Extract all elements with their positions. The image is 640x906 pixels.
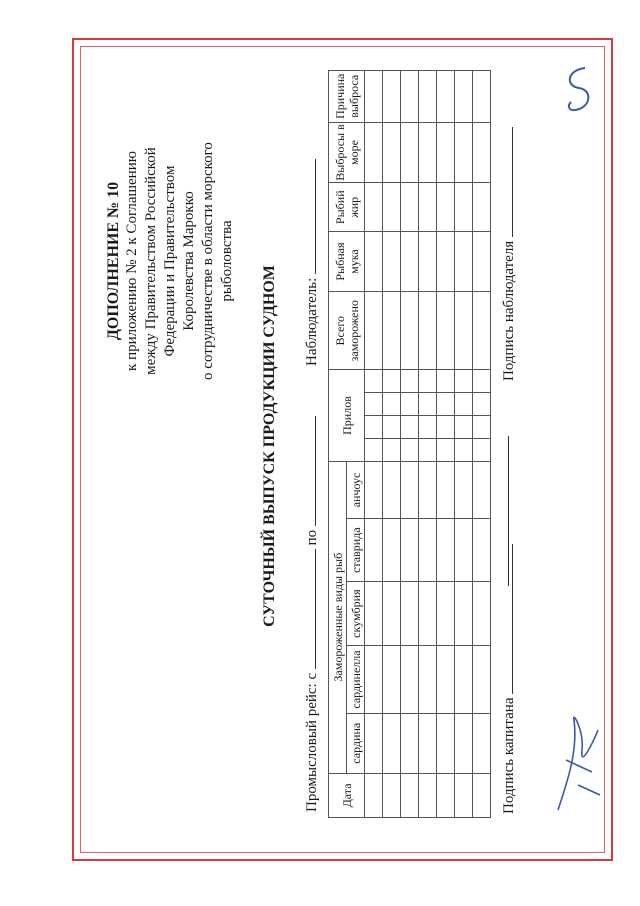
table-cell[interactable] — [365, 416, 383, 439]
table-cell[interactable] — [455, 71, 473, 123]
table-cell[interactable] — [401, 292, 419, 370]
trip-to-field[interactable] — [301, 416, 316, 526]
table-cell[interactable] — [419, 646, 437, 713]
col-discards: Выбросы в море — [329, 122, 365, 183]
annex-line: о сотрудничестве в области морского — [200, 142, 216, 380]
table-cell[interactable] — [437, 232, 455, 292]
col-total: Всего заморожено — [329, 292, 365, 370]
table-cell[interactable] — [419, 773, 437, 817]
table-cell[interactable] — [473, 438, 491, 461]
table-row — [473, 71, 491, 818]
table-cell[interactable] — [365, 713, 383, 773]
table-cell[interactable] — [455, 292, 473, 370]
table-cell[interactable] — [383, 438, 401, 461]
observer-signature-field[interactable] — [498, 127, 513, 237]
table-cell[interactable] — [383, 713, 401, 773]
col-mackerel: скумбрия — [347, 581, 365, 646]
annex-header — [104, 56, 237, 466]
col-fishoil: Рыбий жир — [329, 183, 365, 232]
table-cell[interactable] — [473, 519, 491, 581]
table-cell[interactable] — [473, 370, 491, 393]
table-cell[interactable] — [383, 370, 401, 393]
table-cell[interactable] — [383, 773, 401, 817]
table-cell[interactable] — [365, 438, 383, 461]
table-cell[interactable] — [473, 646, 491, 713]
table-cell[interactable] — [455, 461, 473, 519]
signature-line — [508, 436, 509, 586]
table-cell[interactable] — [383, 71, 401, 123]
table-cell[interactable] — [365, 292, 383, 370]
table-cell[interactable] — [401, 393, 419, 416]
table-cell[interactable] — [365, 71, 383, 123]
table-cell[interactable] — [383, 292, 401, 370]
table-cell[interactable] — [473, 713, 491, 773]
table-cell[interactable] — [437, 393, 455, 416]
table-cell[interactable] — [455, 416, 473, 439]
table-row — [365, 71, 383, 818]
col-reason: Причина выброса — [329, 71, 365, 123]
handwritten-initial-mark — [555, 60, 600, 130]
table-cell[interactable] — [401, 438, 419, 461]
table-cell[interactable] — [401, 461, 419, 519]
table-cell[interactable] — [419, 416, 437, 439]
table-cell[interactable] — [437, 713, 455, 773]
observer-field[interactable] — [301, 159, 316, 274]
table-cell[interactable] — [365, 519, 383, 581]
captain-signature-label: Подпись капитана — [501, 697, 517, 814]
table-cell[interactable] — [473, 773, 491, 817]
table-cell[interactable] — [473, 292, 491, 370]
table-cell[interactable] — [455, 183, 473, 232]
col-bycatch: Прилов — [329, 370, 365, 461]
table-cell[interactable] — [419, 713, 437, 773]
col-group-frozen: Замороженные виды рыб — [329, 461, 347, 773]
table-cell[interactable] — [383, 183, 401, 232]
table-cell[interactable] — [383, 393, 401, 416]
form-title: СУТОЧНЫЙ ВЫПУСК ПРОДУКЦИИ СУДНОМ — [261, 265, 278, 627]
annex-line: рыболовства — [219, 220, 235, 302]
table-row — [383, 71, 401, 818]
table-cell[interactable] — [437, 71, 455, 123]
table-cell[interactable] — [401, 232, 419, 292]
table-cell[interactable] — [473, 71, 491, 123]
table-cell[interactable] — [383, 461, 401, 519]
table-cell[interactable] — [437, 581, 455, 646]
table-cell[interactable] — [419, 370, 437, 393]
table-cell[interactable] — [419, 581, 437, 646]
table-cell[interactable] — [365, 122, 383, 183]
trip-from-field[interactable] — [301, 549, 316, 669]
table-cell[interactable] — [473, 232, 491, 292]
table-cell[interactable] — [473, 461, 491, 519]
production-table — [328, 70, 491, 818]
annex-title: ДОПОЛНЕНИЕ № 10 — [105, 181, 122, 341]
table-cell[interactable] — [419, 519, 437, 581]
table-cell[interactable] — [401, 71, 419, 123]
table-cell[interactable] — [437, 461, 455, 519]
table-cell[interactable] — [419, 292, 437, 370]
table-cell[interactable] — [365, 581, 383, 646]
trip-from-label: с — [304, 672, 320, 680]
table-cell[interactable] — [473, 416, 491, 439]
table-cell[interactable] — [473, 581, 491, 646]
table-cell[interactable] — [437, 438, 455, 461]
col-horse-mackerel: ставрида — [347, 519, 365, 581]
annex-line: между Правительством Российской — [143, 147, 159, 375]
col-sardinella: сардинелла — [347, 646, 365, 713]
table-cell[interactable] — [419, 393, 437, 416]
observer-signature-row — [498, 127, 518, 381]
table-cell[interactable] — [365, 183, 383, 232]
table-cell[interactable] — [383, 232, 401, 292]
table-cell[interactable] — [401, 370, 419, 393]
table-cell[interactable] — [437, 773, 455, 817]
table-body — [365, 71, 491, 818]
table-cell[interactable] — [383, 646, 401, 713]
table-cell[interactable] — [437, 292, 455, 370]
table-cell[interactable] — [383, 519, 401, 581]
table-cell[interactable] — [401, 519, 419, 581]
col-date: Дата — [329, 773, 365, 817]
trip-label: Промысловый рейс: — [304, 683, 320, 812]
table-cell[interactable] — [473, 393, 491, 416]
trip-row — [301, 416, 321, 812]
table-cell[interactable] — [437, 416, 455, 439]
table-cell[interactable] — [401, 581, 419, 646]
table-cell[interactable] — [455, 581, 473, 646]
table-cell[interactable] — [437, 183, 455, 232]
table-cell[interactable] — [383, 416, 401, 439]
observer-row — [301, 159, 321, 366]
table-cell[interactable] — [401, 183, 419, 232]
table-row — [455, 71, 473, 818]
table-cell[interactable] — [401, 416, 419, 439]
observer-label: Наблюдатель: — [304, 277, 320, 366]
table-row — [401, 71, 419, 818]
table-cell[interactable] — [401, 713, 419, 773]
table-cell[interactable] — [401, 122, 419, 183]
table-cell[interactable] — [473, 183, 491, 232]
col-fishmeal: Рыбная мука — [329, 232, 365, 292]
table-cell[interactable] — [419, 438, 437, 461]
table-cell[interactable] — [401, 773, 419, 817]
table-cell[interactable] — [455, 646, 473, 713]
col-sardine: сардина — [347, 713, 365, 773]
annex-line: к приложению № 2 к Соглашению — [124, 151, 140, 371]
table-cell[interactable] — [455, 713, 473, 773]
col-anchovy: анчоус — [347, 461, 365, 519]
table-cell[interactable] — [455, 438, 473, 461]
table-cell[interactable] — [365, 370, 383, 393]
table-cell[interactable] — [419, 461, 437, 519]
table-cell[interactable] — [473, 122, 491, 183]
table-cell[interactable] — [419, 183, 437, 232]
annex-line: Королевства Марокко — [181, 191, 197, 331]
table-cell[interactable] — [365, 232, 383, 292]
observer-signature-label: Подпись наблюдателя — [501, 240, 517, 381]
table-cell[interactable] — [437, 519, 455, 581]
table-cell[interactable] — [419, 232, 437, 292]
captain-signature-scribble — [548, 700, 608, 820]
table-cell[interactable] — [437, 646, 455, 713]
table-cell[interactable] — [455, 519, 473, 581]
trip-to-label: по — [304, 529, 320, 546]
table-cell[interactable] — [455, 773, 473, 817]
table-row — [437, 71, 455, 818]
table-cell[interactable] — [419, 71, 437, 123]
table-cell[interactable] — [437, 122, 455, 183]
table-cell[interactable] — [419, 122, 437, 183]
captain-signature-field[interactable] — [498, 544, 513, 694]
table-row — [419, 71, 437, 818]
table-cell[interactable] — [437, 370, 455, 393]
table-cell[interactable] — [455, 122, 473, 183]
table-cell[interactable] — [365, 393, 383, 416]
table-cell[interactable] — [455, 370, 473, 393]
table-cell[interactable] — [365, 646, 383, 713]
table-cell[interactable] — [365, 773, 383, 817]
table-cell[interactable] — [455, 232, 473, 292]
table-cell[interactable] — [365, 461, 383, 519]
rotated-form — [96, 56, 556, 836]
table-cell[interactable] — [383, 122, 401, 183]
table-cell[interactable] — [455, 393, 473, 416]
annex-line: Федерации и Правительством — [162, 165, 178, 357]
table-cell[interactable] — [383, 581, 401, 646]
table-cell[interactable] — [401, 646, 419, 713]
